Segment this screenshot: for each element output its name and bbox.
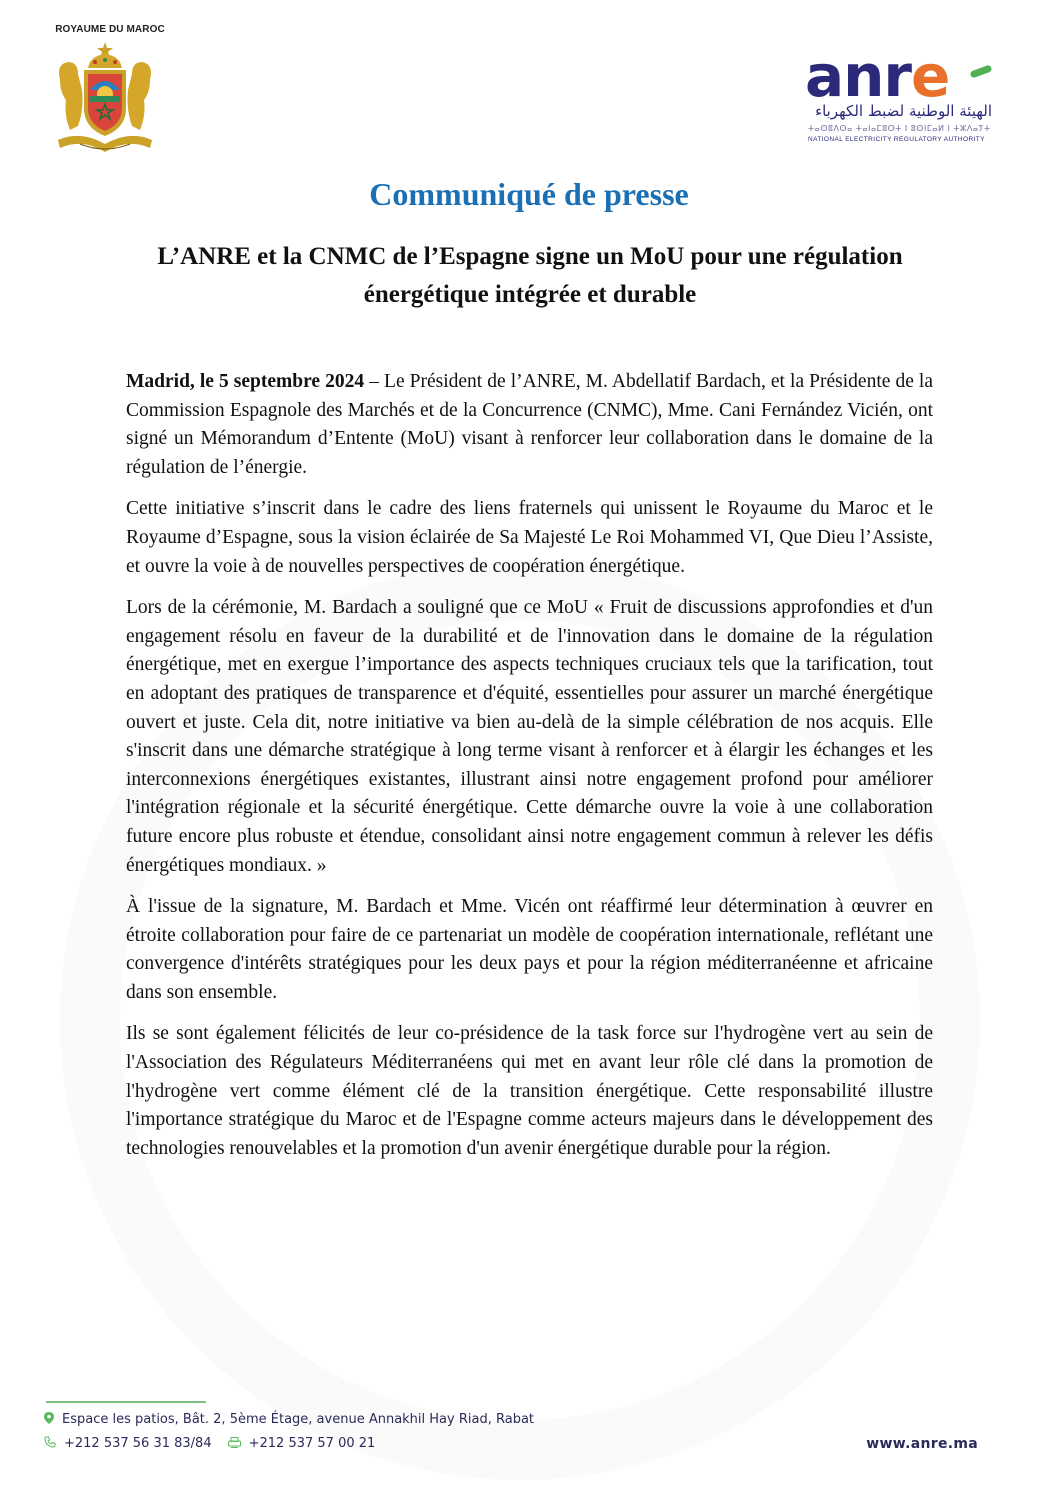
- paragraph-1: [126, 368, 933, 482]
- paragraph-2: Cette initiative s’inscrit dans le cadre des liens fraternels qui unissent le Royaume du Maroc et le Royaume d’Espagne, sous la vision éclairée de Sa Majesté Le Roi Mohammed VI, Que Dieu l’Assiste, et ouvre la voie à de nouvelles perspectives de coopération énergétique.: [126, 498, 933, 577]
- paragraph-1-text: – Le Président de l’ANRE, M. Abdellatif Bardach, et la Présidente de la Commission Espagnole des Marchés et de la Concurrence (CNMC), Mme. Cani Fernández Vicién, ont signé un Mémorandum d’Entente (MoU) visant à renforcer leur collaboration dans le domaine de la régulation de l’énergie.: [126, 371, 933, 478]
- address-text: Espace les patios, Bât. 2, 5ème Étage, avenue Annakhil Hay Riad, Rabat: [62, 1412, 535, 1427]
- phone-icon: [44, 1436, 56, 1451]
- kingdom-header: [0, 24, 210, 35]
- footer-divider: [46, 1401, 206, 1403]
- paragraph-5: Ils se sont également félicités de leur co-présidence de la task force sur l'hydrogène vert au sein de l'Association des Régulateurs Méditerranéens qui met en avant leur rôle clé dans la promotion de l'hydrogène vert comme élément clé de la transition énergétique. Cette responsabilité illustre l'importance stratégique du Maroc et de l'Espagne comme acteurs majeurs dans le développement des technologies renouvelables et la promotion d'un avenir énergétique durable pour la région.: [126, 1023, 933, 1159]
- map-pin-icon: [44, 1412, 54, 1427]
- anre-wordmark-accent: e: [911, 42, 950, 110]
- document-type-title: Communiqué de presse: [369, 176, 689, 212]
- paragraph-4: À l'issue de la signature, M. Bardach et Mme. Vicén ont réaffirmé leur détermination à œuvrer en étroite collaboration pour faire de ce partenariat un modèle de coopération internationale, reflétant une convergence d'intérêts stratégiques pour les deux pays et pour la région méditerranéenne et africaine dans son ensemble.: [126, 896, 933, 1003]
- website-link[interactable]: www.anre.ma: [866, 1436, 978, 1452]
- dateline: Madrid, le 5 septembre 2024: [126, 371, 365, 392]
- anre-tifinagh-name: ⵜⴰⵙⵓⴷⵙⴰ ⵜⴰⵏⴰⵎⵓⵔⵜ ⵏ ⵓⵙⵏⵎⴰⵍ ⵏ ⵜⵣⴷⴰⵢⵜ: [808, 124, 991, 133]
- anre-wordmark-main: anr: [805, 42, 912, 110]
- phone-text[interactable]: +212 537 56 31 83/84: [64, 1436, 212, 1451]
- anre-green-plug-icon: [969, 64, 992, 78]
- press-release-headline: L’ANRE et la CNMC de l’Espagne signe un MoU pour une régulation énergétique intégrée et durable: [157, 243, 903, 308]
- footer-contact: [44, 1436, 375, 1451]
- fax-icon: [228, 1437, 241, 1451]
- anre-logo: [800, 42, 1000, 156]
- anre-english-name: NATIONAL ELECTRICITY REGULATORY AUTHORITY: [808, 136, 985, 143]
- footer-address: [44, 1412, 534, 1427]
- fax-text: +212 537 57 00 21: [248, 1436, 376, 1451]
- anre-arabic-name: الهيئة الوطنية لضبط الكهرباء: [815, 102, 992, 120]
- press-release-body: [126, 368, 933, 1176]
- paragraph-3: Lors de la cérémonie, M. Bardach a souligné que ce MoU « Fruit de discussions approfondies et d'un engagement résolu en faveur de la durabilité et de l'innovation dans le domaine de la régulation énergétique, met en exergue l’importance des aspects techniques cruciaux tels que la tarification, tout en adoptant des pratiques de transparence et d'équité, essentielles pour assurer un marché énergétique ouvert et juste. Cela dit, notre initiative va bien au-delà de la simple célébration de nos acquis. Elle s'inscrit dans une démarche stratégique à long terme visant à renforcer et à élargir les échanges et les interconnexions énergétiques existantes, illustrant ainsi notre engagement profond pour améliorer l'intégration régionale et la sécurité énergétique. Cette démarche ouvre la voie à une collaboration future encore plus robuste et étendue, consolidant ainsi notre engagement commun à relever les défis énergétiques mondiaux. »: [126, 597, 933, 876]
- kingdom-label: ROYAUME DU MAROC: [55, 24, 165, 35]
- anre-wordmark: [805, 42, 950, 110]
- moroccan-coat-of-arms-icon: [50, 40, 160, 158]
